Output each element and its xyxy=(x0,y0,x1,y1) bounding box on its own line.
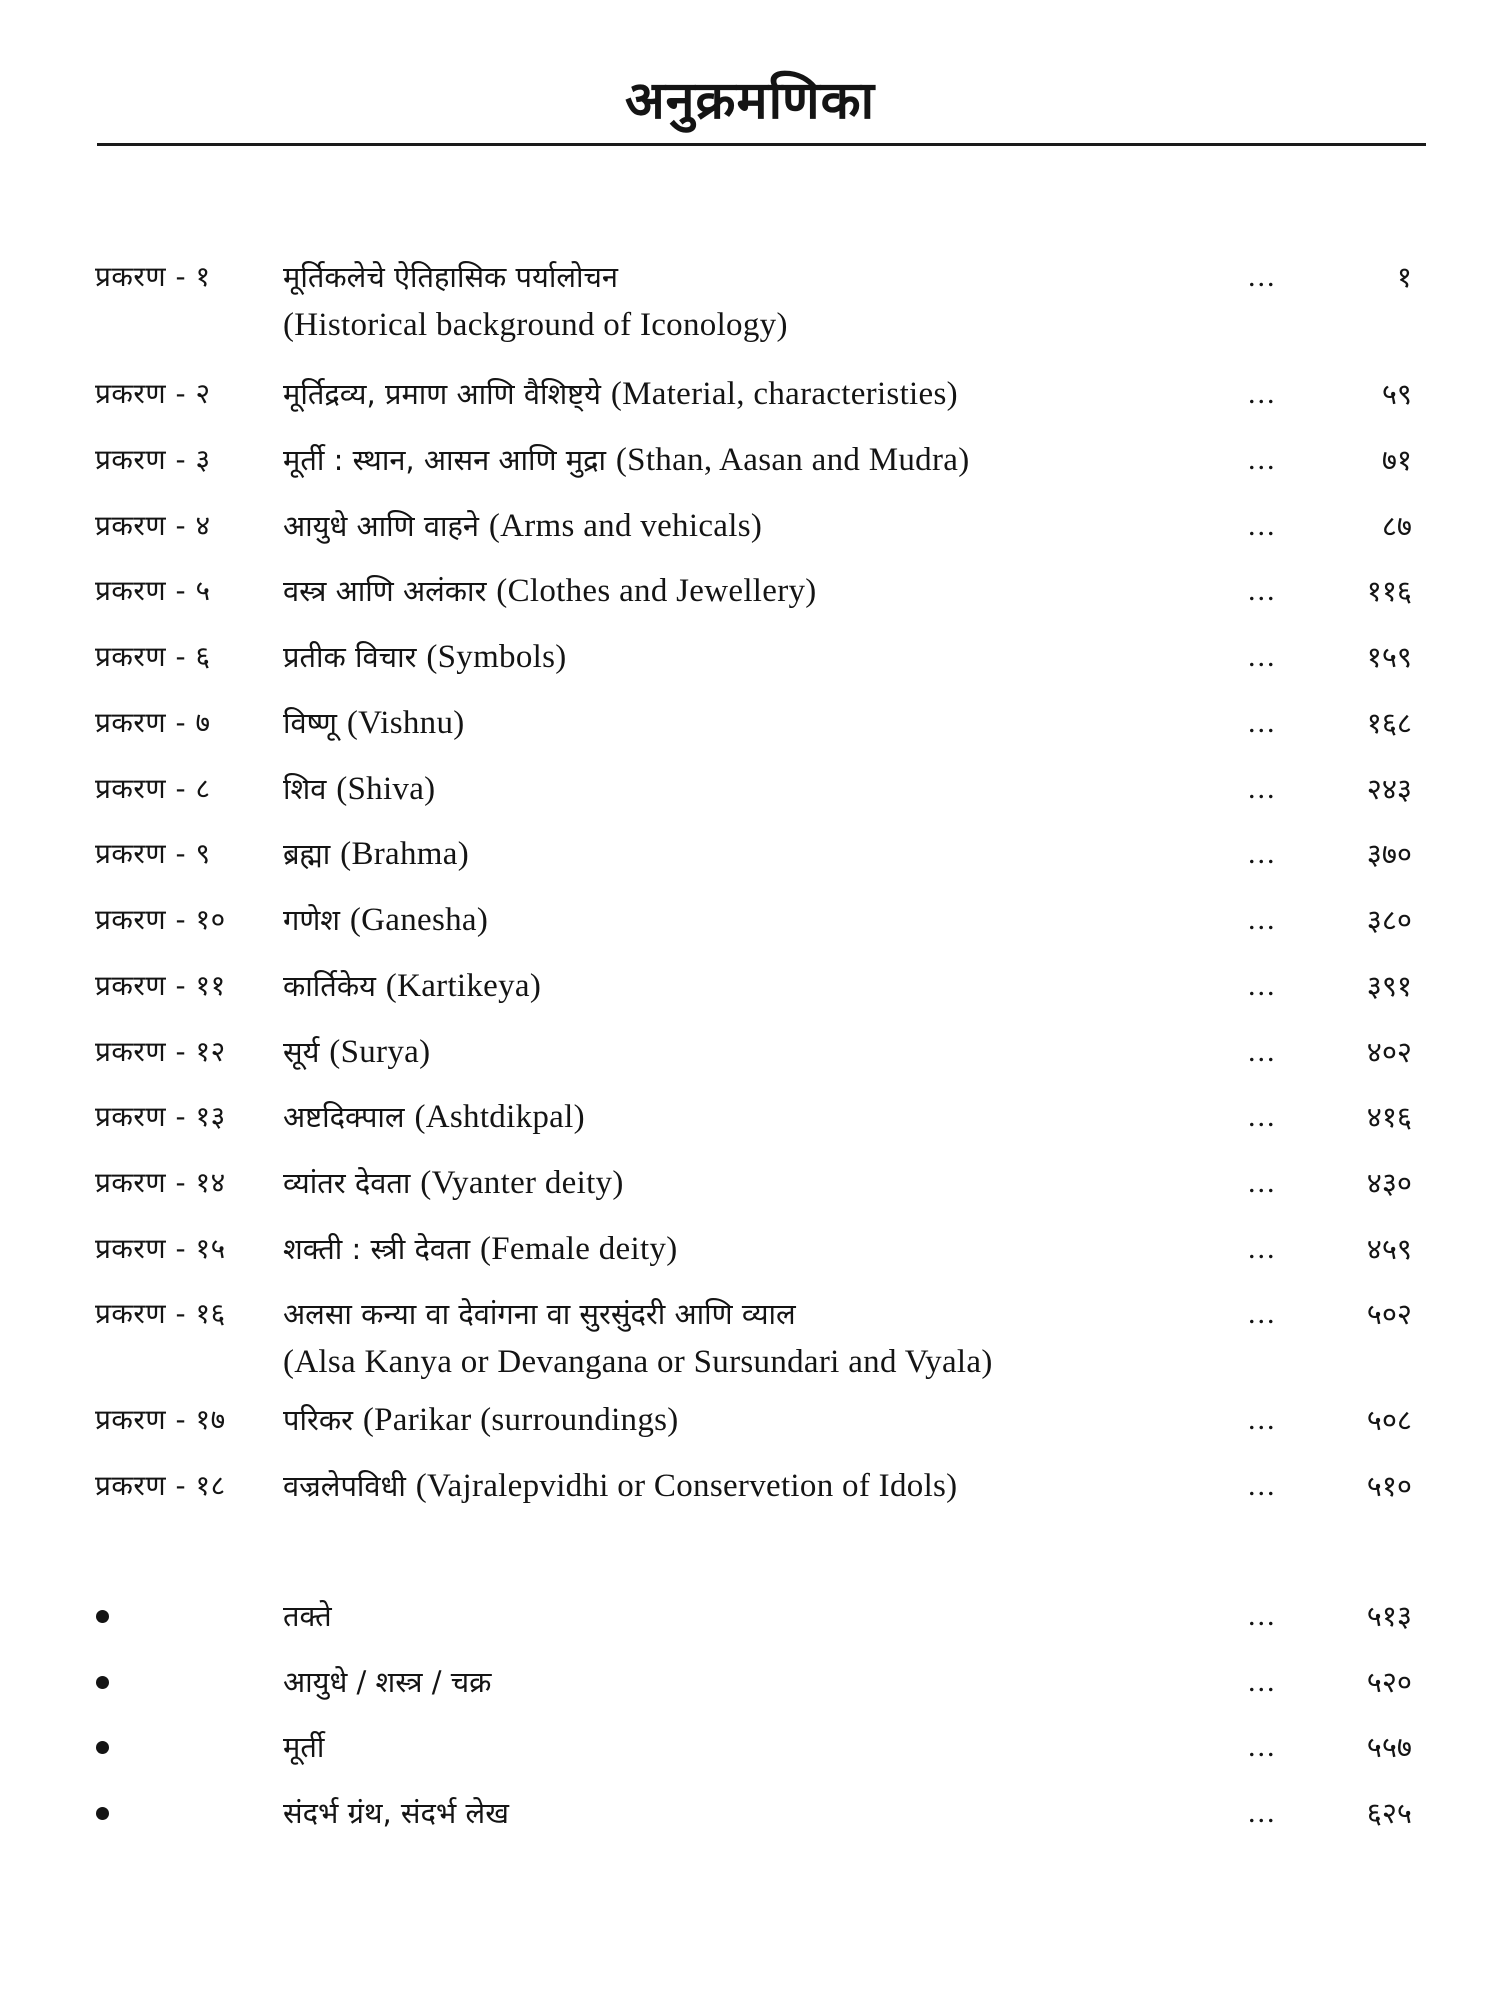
leader-dots: ... xyxy=(1248,640,1277,673)
page-number: ८७ xyxy=(1381,509,1412,543)
chapter-title-marathi: मूर्तिकलेचे ऐतिहासिक पर्यालोचन xyxy=(283,260,619,294)
chapter-subtitle-english: (Alsa Kanya or Devangana or Sursundari and Vyala) xyxy=(283,1344,993,1380)
chapter-title xyxy=(283,567,817,615)
chapter-title xyxy=(283,1462,957,1510)
toc-row-appendix xyxy=(0,1789,1500,1837)
chapter-title-marathi: वस्त्र आणि अलंकार xyxy=(283,574,487,608)
chapter-title-marathi: गणेश xyxy=(283,903,341,937)
chapter-title xyxy=(283,1093,585,1141)
leader-dots: ... xyxy=(1248,1403,1277,1436)
toc-row-chapter-9 xyxy=(0,830,1500,878)
chapter-title-marathi: मूर्ती : स्थान, आसन आणि मुद्रा xyxy=(283,443,607,477)
chapter-title-marathi: व्यांतर देवता xyxy=(283,1166,411,1200)
page-number: ७१ xyxy=(1381,443,1412,477)
bullet-icon xyxy=(96,1741,109,1754)
chapter-title-english: (Shiva) xyxy=(336,771,436,807)
chapter-title-marathi: विष्णू xyxy=(283,706,337,740)
chapter-title-english: (Ganesha) xyxy=(349,902,489,938)
page-number: ३७० xyxy=(1366,837,1412,871)
page-number: १५९ xyxy=(1366,640,1412,674)
chapter-title-english: (Clothes and Jewellery) xyxy=(496,573,817,609)
chapter-title-marathi: परिकर xyxy=(283,1403,353,1437)
chapter-number: प्रकरण - ६ xyxy=(95,640,211,673)
leader-dots: ... xyxy=(1248,377,1277,410)
toc-row-chapter-14 xyxy=(0,1159,1500,1207)
page-number: ५०२ xyxy=(1366,1297,1412,1331)
chapter-number: प्रकरण - १२ xyxy=(95,1035,226,1068)
page-number: ४५९ xyxy=(1366,1232,1412,1266)
chapter-number: प्रकरण - २ xyxy=(95,377,211,410)
chapter-title xyxy=(283,436,970,484)
page-number: २४३ xyxy=(1366,772,1412,806)
chapter-title-marathi: कार्तिकेय xyxy=(283,969,376,1003)
chapter-title-marathi: आयुधे आणि वाहने xyxy=(283,509,479,543)
page-number: ५९ xyxy=(1381,377,1412,411)
chapter-title-marathi: वज्रलेपविधी xyxy=(283,1469,406,1503)
toc-row-chapter-7 xyxy=(0,699,1500,747)
leader-dots: ... xyxy=(1248,260,1277,293)
page-number: ६२५ xyxy=(1366,1796,1412,1830)
chapter-title xyxy=(283,765,435,813)
page-number: ३९१ xyxy=(1366,969,1412,1003)
toc-row-chapter-3 xyxy=(0,436,1500,484)
toc-row-chapter-10 xyxy=(0,896,1500,944)
chapter-title xyxy=(283,1028,430,1076)
chapter-number: प्रकरण - १५ xyxy=(95,1232,226,1265)
bullet-icon xyxy=(96,1807,109,1820)
chapter-title-english: (Sthan, Aasan and Mudra) xyxy=(615,442,970,478)
chapter-title xyxy=(283,253,618,301)
appendix-title: मूर्ती xyxy=(283,1730,325,1764)
leader-dots: ... xyxy=(1248,1796,1277,1829)
toc-row-appendix xyxy=(0,1658,1500,1706)
leader-dots: ... xyxy=(1248,837,1277,870)
page-number: ५१३ xyxy=(1366,1599,1412,1633)
page-number: ५१० xyxy=(1366,1469,1412,1503)
chapter-number: प्रकरण - १० xyxy=(95,903,226,936)
chapter-title-english: (Female deity) xyxy=(479,1231,678,1267)
appendix-title: तक्ते xyxy=(283,1599,332,1633)
bullet-icon xyxy=(96,1676,109,1689)
leader-dots: ... xyxy=(1248,1166,1277,1199)
toc-row-chapter-2 xyxy=(0,370,1500,418)
page-number: १ xyxy=(1396,260,1412,294)
chapter-number: प्रकरण - १६ xyxy=(95,1297,226,1330)
toc-row-chapter-1 xyxy=(0,253,1500,343)
leader-dots: ... xyxy=(1248,574,1277,607)
toc-row-chapter-6 xyxy=(0,633,1500,681)
chapter-title-english: (Ashtdikpal) xyxy=(414,1099,585,1135)
chapter-number: प्रकरण - ७ xyxy=(95,706,211,739)
chapter-title xyxy=(283,830,469,878)
leader-dots: ... xyxy=(1248,1232,1277,1265)
chapter-number: प्रकरण - १८ xyxy=(95,1469,226,1502)
appendix-title: संदर्भ ग्रंथ, संदर्भ लेख xyxy=(283,1796,509,1830)
chapter-title-english: (Vishnu) xyxy=(346,705,465,741)
chapter-title-marathi: अष्टदिक्पाल xyxy=(283,1100,405,1134)
chapter-number: प्रकरण - १४ xyxy=(95,1166,226,1199)
leader-dots: ... xyxy=(1248,969,1277,1002)
leader-dots: ... xyxy=(1248,1035,1277,1068)
page-number: ४३० xyxy=(1366,1166,1412,1200)
chapter-title xyxy=(283,1159,624,1207)
chapter-number: प्रकरण - ५ xyxy=(95,574,211,607)
chapter-title-english: (Kartikeya) xyxy=(385,968,542,1004)
chapter-title xyxy=(283,633,567,681)
chapter-number: प्रकरण - ३ xyxy=(95,443,211,476)
toc-row-chapter-5 xyxy=(0,567,1500,615)
toc-row-appendix xyxy=(0,1723,1500,1771)
chapter-title-english: (Material, characteristies) xyxy=(610,376,958,412)
chapter-number: प्रकरण - १३ xyxy=(95,1100,226,1133)
page-number: ४१६ xyxy=(1366,1100,1412,1134)
chapter-title-english: (Symbols) xyxy=(426,639,567,675)
leader-dots: ... xyxy=(1248,1100,1277,1133)
page-number: ११६ xyxy=(1366,574,1412,608)
leader-dots: ... xyxy=(1248,1469,1277,1502)
chapter-number: प्रकरण - ४ xyxy=(95,509,211,542)
toc-row-appendix xyxy=(0,1592,1500,1640)
page-number: ५०८ xyxy=(1366,1403,1412,1437)
chapter-title-marathi: प्रतीक विचार xyxy=(283,640,417,674)
page-number: ५५७ xyxy=(1366,1730,1412,1764)
chapter-title xyxy=(283,1396,679,1444)
toc-row-chapter-12 xyxy=(0,1028,1500,1076)
leader-dots: ... xyxy=(1248,903,1277,936)
chapter-title xyxy=(283,896,488,944)
chapter-title-marathi: ब्रह्मा xyxy=(283,837,331,871)
chapter-title-marathi: अलसा कन्या वा देवांगना वा सुरसुंदरी आणि व्याल xyxy=(283,1297,796,1331)
leader-dots: ... xyxy=(1248,1297,1277,1330)
chapter-number: प्रकरण - १७ xyxy=(95,1403,226,1436)
leader-dots: ... xyxy=(1248,443,1277,476)
chapter-title xyxy=(283,1225,678,1273)
chapter-title-marathi: शक्ती : स्त्री देवता xyxy=(283,1232,471,1266)
page-number: १६८ xyxy=(1366,706,1412,740)
chapter-title-english: (Parikar (surroundings) xyxy=(362,1402,679,1438)
appendix-title: आयुधे / शस्त्र / चक्र xyxy=(283,1665,492,1699)
chapter-title xyxy=(283,1290,796,1338)
chapter-title-english: (Surya) xyxy=(329,1034,431,1070)
chapter-title-marathi: शिव xyxy=(283,772,327,806)
toc-row-chapter-8 xyxy=(0,765,1500,813)
leader-dots: ... xyxy=(1248,706,1277,739)
page-number: ५२० xyxy=(1366,1665,1412,1699)
leader-dots: ... xyxy=(1248,772,1277,805)
toc-row-chapter-18 xyxy=(0,1462,1500,1510)
toc-row-chapter-4 xyxy=(0,502,1500,550)
bullet-icon xyxy=(96,1610,109,1623)
chapter-title xyxy=(283,370,958,418)
chapter-title-english: (Vajralepvidhi or Conservetion of Idols) xyxy=(415,1468,958,1504)
toc-row-chapter-13 xyxy=(0,1093,1500,1141)
page-title: अनुक्रमणिका xyxy=(624,71,876,131)
leader-dots: ... xyxy=(1248,1599,1277,1632)
page-number: ३८० xyxy=(1366,903,1412,937)
chapter-title xyxy=(283,962,541,1010)
chapter-title-marathi: मूर्तिद्रव्य, प्रमाण आणि वैशिष्ट्ये xyxy=(283,377,601,411)
leader-dots: ... xyxy=(1248,509,1277,542)
page-number: ४०२ xyxy=(1366,1035,1412,1069)
chapter-title-english: (Arms and vehicals) xyxy=(488,508,763,544)
chapter-title xyxy=(283,502,762,550)
chapter-title-marathi: सूर्य xyxy=(283,1035,320,1069)
chapter-number: प्रकरण - ८ xyxy=(95,772,211,805)
toc-row-chapter-11 xyxy=(0,962,1500,1010)
toc-row-chapter-17 xyxy=(0,1396,1500,1444)
toc-row-chapter-16 xyxy=(0,1290,1500,1380)
chapter-number: प्रकरण - ९ xyxy=(95,837,211,870)
chapter-number: प्रकरण - १ xyxy=(95,260,211,293)
leader-dots: ... xyxy=(1248,1730,1277,1763)
chapter-subtitle-english: (Historical background of Iconology) xyxy=(283,307,788,343)
chapter-title-english: (Brahma) xyxy=(340,836,470,872)
chapter-title xyxy=(283,699,465,747)
toc-row-chapter-15 xyxy=(0,1225,1500,1273)
leader-dots: ... xyxy=(1248,1665,1277,1698)
chapter-title-english: (Vyanter deity) xyxy=(420,1165,624,1201)
chapter-number: प्रकरण - ११ xyxy=(95,969,226,1002)
